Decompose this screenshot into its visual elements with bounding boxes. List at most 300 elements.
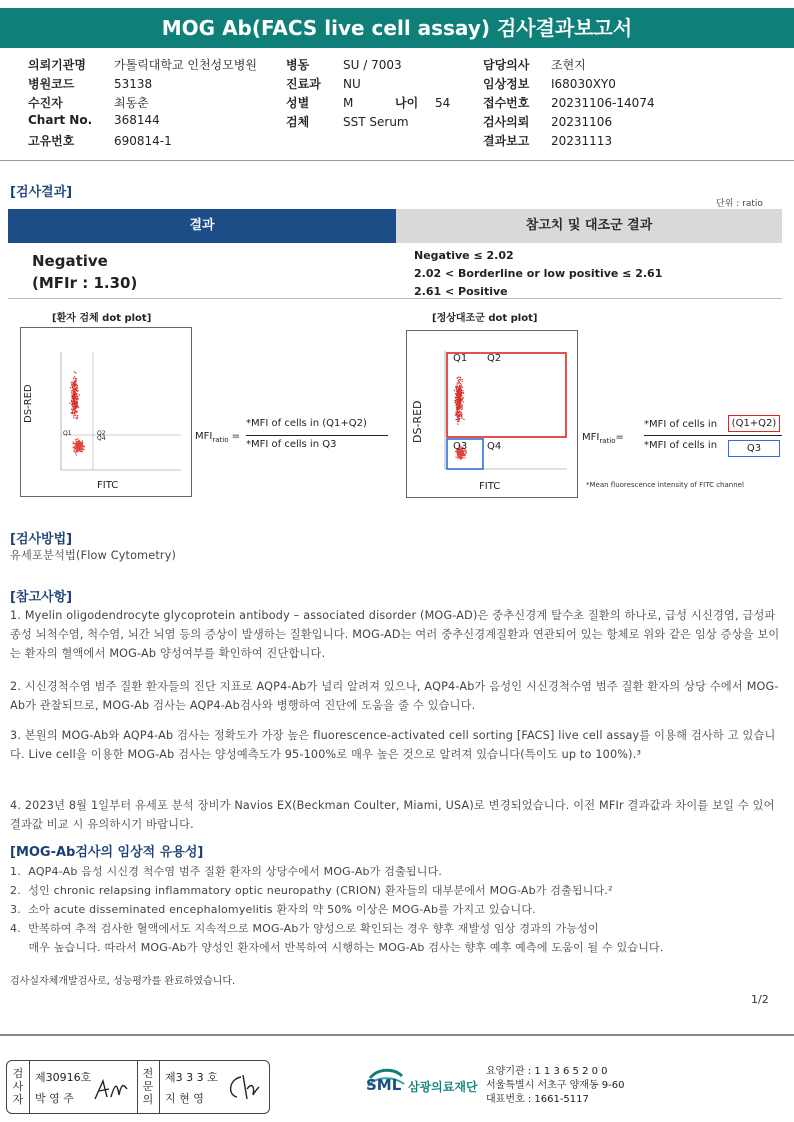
scatter-dot [463, 419, 464, 420]
scatter-dot [70, 382, 71, 383]
fraction-bar [644, 435, 782, 436]
quadrant-label: Q2 [487, 353, 502, 364]
scatter-dot [77, 395, 78, 396]
info-label: 고유번호 [28, 134, 75, 148]
scatter-dot [74, 386, 75, 387]
scatter-dot [456, 414, 457, 415]
scatter-dot [76, 418, 77, 419]
reference-header: 참고치 및 대조군 결과 [396, 209, 782, 243]
info-col2 [286, 56, 450, 132]
stamp-label-cell [137, 1061, 160, 1113]
scatter-dot [76, 454, 77, 455]
info-value: 690814-1 [114, 134, 172, 148]
clinical-item: 4. 반복하여 추적 검사한 혈액에서도 지속적으로 MOG-Ab가 양성으로 확인되는 경우 향후 재발성 임상 경과의 가능성이 [10, 922, 599, 935]
scatter-dot [83, 449, 84, 450]
info-value: 53138 [114, 77, 153, 91]
scatter-dot [461, 394, 462, 395]
unit-label: 단위 : ratio [716, 199, 763, 209]
quadrant-label: Q1 [63, 430, 72, 437]
clinical-item: 2. 성인 chronic relapsing inflammatory optic neuropathy (CRION) 환자들의 대부분에서 MOG-Ab가 검출됩니다.² [10, 884, 613, 897]
scatter-dot [76, 389, 77, 390]
scatter-dot [461, 409, 462, 410]
scatter-dot [460, 412, 461, 413]
scatter-dot [457, 382, 458, 383]
scatter-dot [456, 384, 457, 385]
scatter-dot [76, 385, 77, 386]
note-item: 4. 2023년 8월 1일부터 유세포 분석 장비가 Navios EX(Beckman Coulter, Miami, USA)로 변경되었습니다. 이전 MFIr 결과값과 차이를 보일 수 있어 결과값 비교 시 유의하시기 바랍니다. [10, 799, 775, 831]
scatter-dot [454, 400, 455, 401]
scatter-dot [73, 447, 74, 448]
scatter-dot [458, 400, 459, 401]
scatter-dot [74, 371, 75, 372]
scatter-dot [75, 408, 76, 409]
scatter-dot [459, 381, 460, 382]
scatter-dot [71, 400, 72, 401]
signature-mark [223, 1071, 263, 1105]
scatter-dot [461, 412, 462, 413]
scatter-dot [77, 387, 78, 388]
info-value: 가톨릭대학교 인천성모병원 [114, 58, 257, 72]
scatter-dot [74, 380, 75, 381]
signature-stamp [6, 1060, 270, 1114]
scatter-dot [82, 451, 83, 452]
signature-mark [91, 1075, 131, 1105]
org-address: 서울특별시 서초구 양재동 9-60 [486, 1080, 625, 1091]
scatter-dot [459, 408, 460, 409]
org-info [486, 1065, 625, 1107]
scatter-dot [82, 440, 83, 441]
scatter-dot [71, 397, 72, 398]
scatter-dot [457, 394, 458, 395]
scatter-dot [75, 404, 76, 405]
result-header: 결과 [8, 209, 396, 243]
scatter-dot [462, 398, 463, 399]
scatter-dot [459, 411, 460, 412]
patient-dot-plot [20, 327, 192, 497]
scatter-dot [457, 411, 458, 412]
scatter-dot [75, 384, 76, 385]
patient-plot-svg [21, 328, 191, 496]
scatter-dot [459, 416, 460, 417]
report-title: MOG Ab(FACS live cell assay) 검사결과보고서 [0, 8, 794, 48]
scatter-dot [455, 419, 456, 420]
org-code: 요양기관 : 1 1 3 6 5 2 0 0 [486, 1066, 608, 1077]
scatter-dot [461, 416, 462, 417]
scatter-dot [75, 415, 76, 416]
scatter-dot [81, 449, 82, 450]
scatter-dot [76, 399, 77, 400]
scatter-dot [465, 455, 466, 456]
scatter-dot [73, 389, 74, 390]
clinical-item: 3. 소아 acute disseminated encephalomyelitis 환자의 약 50% 이상은 MOG-Ab를 가지고 있습니다. [10, 903, 536, 916]
scatter-dot [74, 412, 75, 413]
scatter-dot [72, 409, 73, 410]
method-text: 유세포분석법(Flow Cytometry) [10, 549, 177, 562]
scatter-dot [76, 446, 77, 447]
info-label: 결과보고 [483, 134, 530, 148]
method-title: [검사방법] [10, 532, 73, 547]
info-label: 임상정보 [483, 77, 530, 91]
scatter-dot [458, 394, 459, 395]
scatter-dot [459, 457, 460, 458]
scatter-dot [457, 457, 458, 458]
stamp-name: 박 영 주 [35, 1092, 74, 1105]
scatter-dot [73, 383, 74, 384]
footer-divider [0, 1034, 794, 1036]
scatter-dot [73, 415, 74, 416]
scatter-dot [462, 386, 463, 387]
info-label: 의뢰기관명 [28, 58, 86, 72]
mfi-sub: ratio [599, 437, 616, 445]
info-label: 담당의사 [483, 58, 530, 72]
scatter-dot [76, 406, 77, 407]
info-label: Chart No. [28, 113, 93, 127]
scatter-dot [455, 393, 456, 394]
scatter-dot [74, 443, 75, 444]
control-dot-plot [406, 330, 578, 498]
scatter-dot [457, 453, 458, 454]
stamp-info-cell [29, 1061, 138, 1113]
scatter-dot [463, 454, 464, 455]
reference-line: Negative ≤ 2.02 [414, 249, 514, 262]
info-value: 368144 [114, 113, 160, 127]
scatter-dot [71, 404, 72, 405]
scatter-dot [83, 446, 84, 447]
header-divider [0, 160, 794, 161]
scatter-dot [72, 411, 73, 412]
result-mfi: (MFIr : 1.30) [32, 274, 138, 292]
scatter-dot [73, 406, 74, 407]
scatter-dot [74, 390, 75, 391]
stamp-id: 제3 3 3 호 [165, 1071, 218, 1084]
info-value: 20231113 [551, 134, 613, 148]
info-value: SU / 7003 [343, 58, 402, 72]
scatter-dot [72, 396, 73, 397]
note-item: 3. 본원의 MOG-Ab와 AQP4-Ab 검사는 정확도가 가장 높은 fluorescence-activated cell sorting [FACS] live cell assay를 이용해 검사하 고 있습니다. Live cell을 이용한 MOG-Ab 검사는 양성예측도가 95-100%로 매우 높은 것으로 알려져 있습니다(특이도 up to 100%).³ [10, 729, 776, 761]
scatter-dot [73, 378, 74, 379]
scatter-dot [72, 410, 73, 411]
info-value: 20231106-14074 [551, 96, 655, 110]
org-name: 삼광의료재단 [408, 1080, 478, 1094]
scatter-dot [79, 442, 80, 443]
reference-line: 2.02 < Borderline or low positive ≤ 2.61 [414, 267, 663, 280]
control-plot-title: [정상대조군 dot plot] [432, 313, 538, 324]
scatter-dot [80, 450, 81, 451]
scatter-dot [77, 451, 78, 452]
scatter-dot [74, 447, 75, 448]
scatter-dot [458, 419, 459, 420]
scatter-dot [74, 393, 75, 394]
scatter-dot [461, 457, 462, 458]
scatter-dot [455, 405, 456, 406]
quadrant-label: Q4 [97, 435, 106, 442]
plot-footnote: *Mean fluorescence intensity of FITC channel [586, 481, 744, 489]
scatter-dot [73, 417, 74, 418]
scatter-dot [82, 445, 83, 446]
stamp-char: 의 [142, 1093, 154, 1106]
scatter-dot [71, 392, 72, 393]
scatter-dot [74, 409, 75, 410]
scatter-dot [76, 401, 77, 402]
scatter-dot [459, 405, 460, 406]
scatter-dot [457, 454, 458, 455]
stamp-char: 검 [12, 1067, 24, 1080]
quadrant-label: Q2 [97, 430, 106, 437]
scatter-dot [456, 403, 457, 404]
info-value: 조현지 [551, 58, 586, 72]
scatter-dot [79, 449, 80, 450]
stamp-id: 제30916호 [35, 1071, 92, 1084]
scatter-dot [463, 392, 464, 393]
formula-denominator-right: *MFI of cells in [644, 440, 718, 451]
scatter-dot [458, 389, 459, 390]
scatter-dot [466, 452, 467, 453]
scatter-dot [79, 444, 80, 445]
scatter-dot [70, 387, 71, 388]
info-value: 최동춘 [114, 96, 149, 110]
scatter-dot [77, 438, 78, 439]
scatter-dot [460, 392, 461, 393]
scatter-dot [459, 379, 460, 380]
scatter-dot [75, 445, 76, 446]
scatter-dot [82, 443, 83, 444]
info-value: NU [343, 77, 361, 91]
scatter-dot [460, 389, 461, 390]
scatter-dot [74, 396, 75, 397]
scatter-dot [73, 404, 74, 405]
scatter-dot [74, 400, 75, 401]
scatter-dot [84, 446, 85, 447]
mfi-text: MFI [195, 431, 213, 442]
scatter-dot [79, 394, 80, 395]
info-value: M [343, 96, 354, 110]
scatter-dot [460, 459, 461, 460]
info-col3 [483, 56, 655, 151]
org-logo-text: SML [366, 1076, 402, 1094]
age-label: 나이 [395, 96, 419, 110]
stamp-label-1 [7, 1061, 29, 1106]
stamp-label-cell [7, 1061, 30, 1113]
scatter-dot [73, 400, 74, 401]
scatter-dot [80, 448, 81, 449]
scatter-dot [78, 448, 79, 449]
scatter-dot [75, 372, 76, 373]
scatter-dot [76, 411, 77, 412]
scatter-dot [77, 442, 78, 443]
age-value: 54 [435, 96, 451, 110]
scatter-dot [462, 390, 463, 391]
clinical-title: [MOG-Ab검사의 임상적 유용성] [10, 845, 204, 860]
scatter-dot [460, 383, 461, 384]
scatter-dot [80, 451, 81, 452]
scatter-dot [462, 408, 463, 409]
scatter-dot [81, 446, 82, 447]
scatter-dot [459, 386, 460, 387]
scatter-dot [458, 380, 459, 381]
result-section-title: [검사결과] [10, 185, 73, 200]
scatter-dot [72, 388, 73, 389]
result-divider [8, 298, 782, 299]
clinical-item: 1. AQP4-Ab 음성 시신경 척수염 범주 질환 환자의 상당수에서 MOG-Ab가 검출됩니다. [10, 865, 443, 878]
q3-formula-box: Q3 [728, 440, 780, 457]
scatter-dot [458, 420, 459, 421]
scatter-dot [454, 390, 455, 391]
scatter-dot [73, 402, 74, 403]
scatter-dot [78, 407, 79, 408]
info-col1 [28, 56, 257, 151]
scatter-dot [456, 389, 457, 390]
stamp-char: 자 [12, 1093, 24, 1106]
scatter-dot [461, 385, 462, 386]
scatter-dot [79, 447, 80, 448]
scatter-dot [460, 377, 461, 378]
patient-y-axis-label: DS-RED [23, 384, 34, 423]
scatter-dot [460, 407, 461, 408]
patient-plot-title: [환자 검체 dot plot] [52, 313, 152, 324]
scatter-dot [459, 404, 460, 405]
scatter-dot [73, 384, 74, 385]
scatter-dot [460, 399, 461, 400]
info-label: 병원코드 [28, 77, 75, 91]
info-label: 접수번호 [483, 96, 530, 110]
scatter-dot [461, 381, 462, 382]
scatter-dot [458, 402, 459, 403]
scatter-dot [457, 416, 458, 417]
fraction-bar [246, 435, 388, 436]
scatter-dot [76, 378, 77, 379]
scatter-dot [74, 388, 75, 389]
scatter-dot [456, 397, 457, 398]
formula-numerator-left: *MFI of cells in (Q1+Q2) [246, 418, 367, 429]
scatter-dot [74, 398, 75, 399]
scatter-dot [73, 441, 74, 442]
scatter-dot [458, 412, 459, 413]
scatter-dot [455, 401, 456, 402]
scatter-dot [457, 423, 458, 424]
notes-title: [참고사항] [10, 590, 73, 605]
stamp-char: 전 [142, 1067, 154, 1080]
scatter-dot [455, 386, 456, 387]
scatter-dot [461, 406, 462, 407]
info-label: 수진자 [28, 96, 63, 110]
scatter-dot [74, 382, 75, 383]
scatter-dot [457, 407, 458, 408]
scatter-dot [457, 377, 458, 378]
scatter-dot [455, 387, 456, 388]
control-x-axis-label: FITC [479, 481, 501, 492]
formula-denominator-left: *MFI of cells in Q3 [246, 439, 337, 450]
scatter-dot [461, 418, 462, 419]
info-label: 진료과 [286, 77, 321, 91]
scatter-dot [72, 443, 73, 444]
stamp-char: 사 [12, 1080, 24, 1093]
scatter-dot [464, 457, 465, 458]
scatter-dot [462, 405, 463, 406]
info-value: I68030XY0 [551, 77, 616, 91]
scatter-dot [459, 397, 460, 398]
reference-ranges [414, 247, 662, 301]
scatter-dot [71, 412, 72, 413]
scatter-dot [457, 409, 458, 410]
formula-label-right: $MFI_{ratio}=$ [582, 432, 624, 445]
scatter-dot [71, 383, 72, 384]
scatter-dot [74, 449, 75, 450]
note-item: 1. Myelin oligodendrocyte glycoprotein antibody – associated disorder (MOG-AD)은 중추신경계 탈수초 질환의 하나로, 급성 시신경염, 급성파종성 뇌척수염, 척수염, 뇌간 뇌염 등의 증상이 발생하는 질환입니다. MOG-AD는 여러 중추신경계질환과 연관되어 있는 항체로 위와 같은 임상 증상을 보이는 환자의 혈액에서 MOG-Ab 양성여부를 확인하여 진단합니다. [10, 609, 780, 660]
patient-x-axis-label: FITC [97, 480, 119, 491]
control-y-axis-label: DS-RED [411, 400, 424, 443]
scatter-dot [459, 388, 460, 389]
scatter-dot [74, 395, 75, 396]
scatter-dot [76, 415, 77, 416]
note-item: 2. 시신경척수염 범주 질환 환자들의 진단 지표로 AQP4-Ab가 널리 알려져 있으나, AQP4-Ab가 음성인 시신경척수염 범주 질환 환자의 상당 수에서 MOG-Ab가 관찰되므로, MOG-Ab 검사는 AQP4-Ab검사와 병행하여 진단에 도움을 줄 수 있습니다. [10, 680, 779, 712]
formula-numerator-right: *MFI of cells in [644, 419, 718, 430]
mfi-sub: ratio [212, 436, 229, 444]
stamp-name: 지 현 영 [165, 1092, 204, 1105]
scatter-dot [460, 414, 461, 415]
scatter-dot [455, 412, 456, 413]
scatter-dot [72, 386, 73, 387]
scatter-dot [69, 403, 70, 404]
q1q2-highlight-box [447, 353, 566, 437]
scatter-dot [457, 386, 458, 387]
scatter-dot [74, 376, 75, 377]
scatter-dot [75, 439, 76, 440]
scatter-dot [75, 380, 76, 381]
scatter-dot [76, 441, 77, 442]
scatter-dot [73, 408, 74, 409]
patient-dots [69, 371, 85, 455]
scatter-dot [76, 394, 77, 395]
validation-note: 검사실자체개발검사로, 성능평가를 완료하였습니다. [10, 976, 236, 987]
q1q2-formula-box: (Q1+Q2) [728, 415, 780, 432]
scatter-dot [78, 398, 79, 399]
scatter-dot [461, 393, 462, 394]
info-label: 검사의뢰 [483, 115, 530, 129]
scatter-dot [75, 452, 76, 453]
reference-line: 2.61 < Positive [414, 285, 508, 298]
info-value: SST Serum [343, 115, 409, 129]
scatter-dot [73, 451, 74, 452]
quadrant-label: Q4 [487, 441, 502, 452]
scatter-dot [455, 456, 456, 457]
clinical-item: 매우 높습니다. 따라서 MOG-Ab가 양성인 환자에서 반복하여 시행하는 MOG-Ab 검사는 향후 예후 예측에 도움이 될 수 있습니다. [10, 941, 664, 954]
scatter-dot [74, 389, 75, 390]
info-value: 20231106 [551, 115, 613, 129]
quadrant-label: Q3 [453, 441, 468, 452]
scatter-dot [458, 377, 459, 378]
scatter-dot [463, 452, 464, 453]
scatter-dot [457, 413, 458, 414]
scatter-dot [462, 379, 463, 380]
scatter-dot [461, 390, 462, 391]
org-phone: 대표번호 : 1661-5117 [486, 1094, 589, 1105]
scatter-dot [460, 455, 461, 456]
scatter-dot [77, 445, 78, 446]
scatter-dot [460, 396, 461, 397]
scatter-dot [458, 383, 459, 384]
page-number: 1/2 [751, 993, 769, 1006]
info-label: 검체 [286, 115, 310, 129]
scatter-dot [78, 440, 79, 441]
scatter-dot [463, 402, 464, 403]
scatter-dot [457, 419, 458, 420]
formula-label-left: $MFI_{ratio}$ = [195, 431, 241, 444]
quadrant-label: Q1 [453, 353, 468, 364]
info-label: 성별 [286, 96, 310, 110]
result-value: Negative [32, 252, 108, 270]
stamp-char: 문 [142, 1080, 154, 1093]
stamp-label-2 [137, 1061, 159, 1106]
